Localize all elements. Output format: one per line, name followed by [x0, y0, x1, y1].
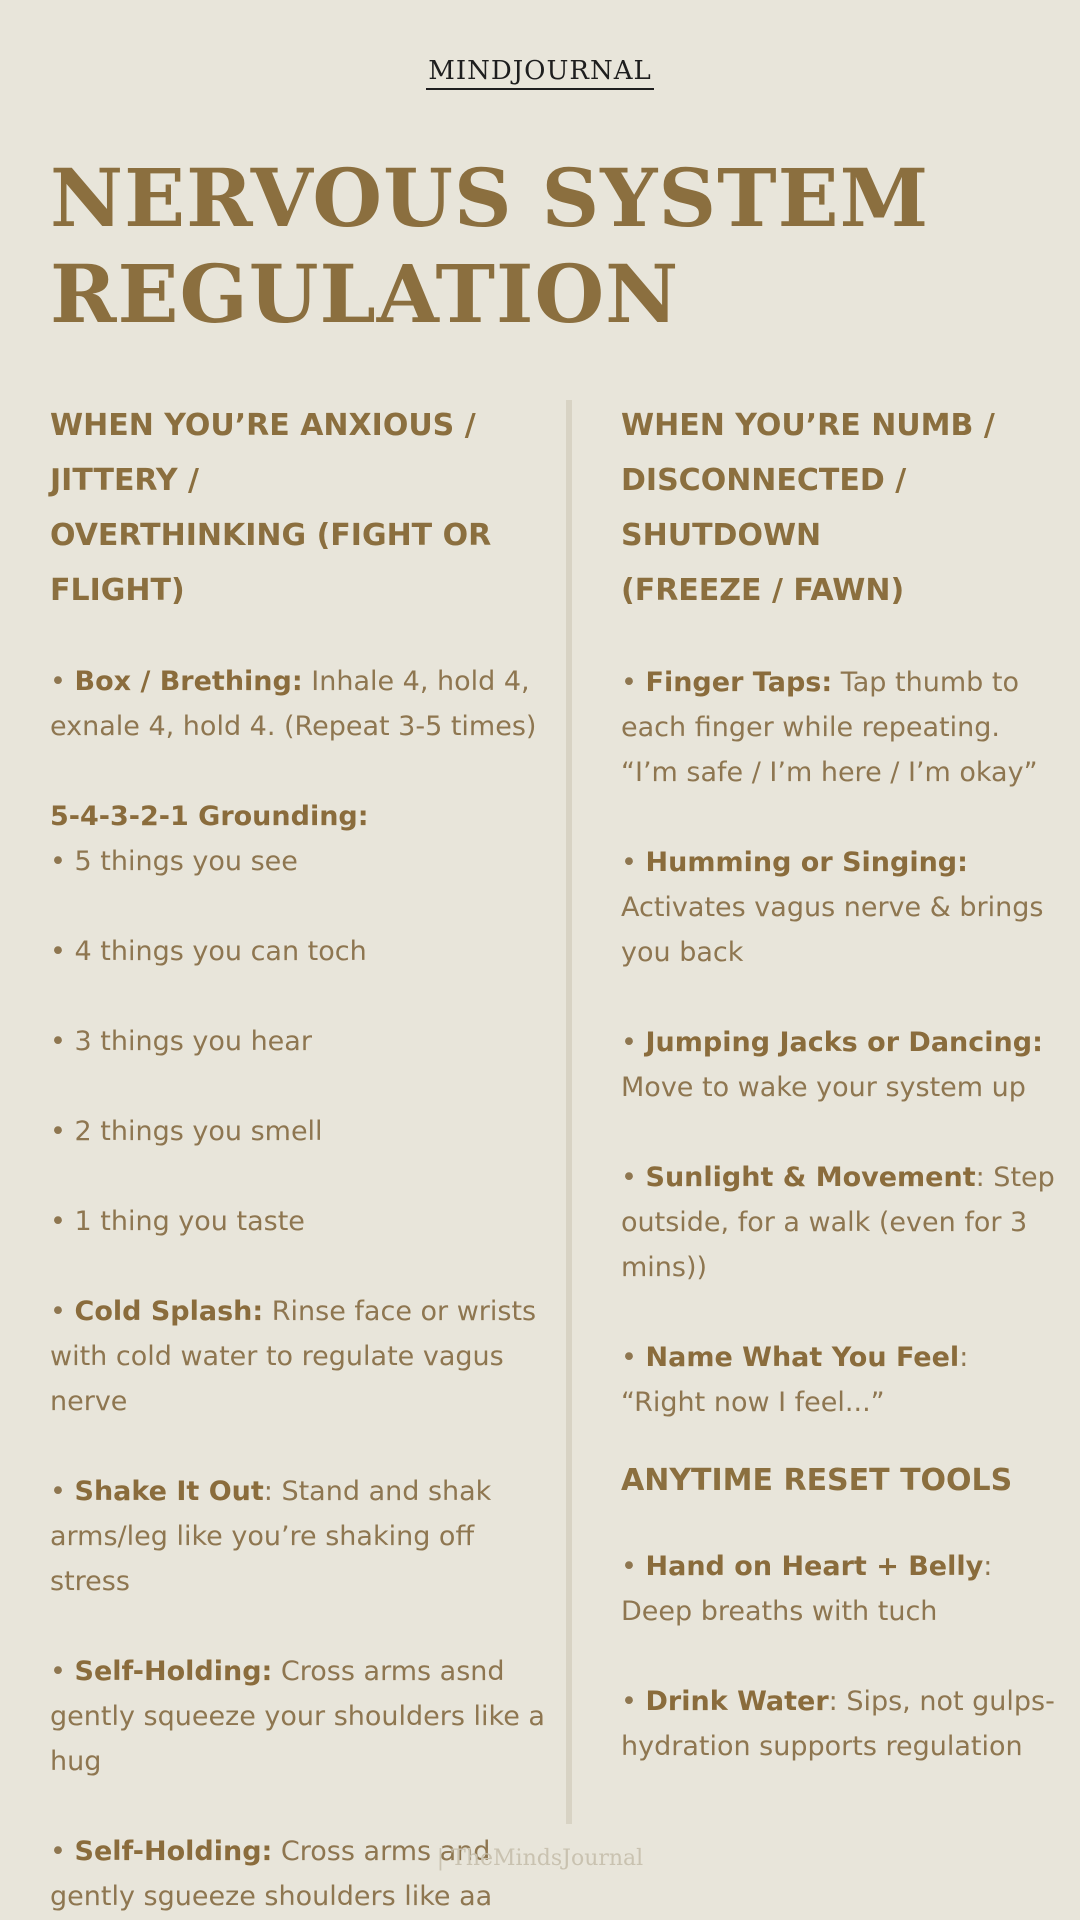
item-label: Hand on Heart + Belly: [645, 1551, 984, 1582]
right-heading-line-2: DISCONNECTED / SHUTDOWN: [621, 463, 907, 553]
right-heading-line-3: (FREEZE / FAWN): [621, 573, 905, 608]
grounding-item-3: • 3 things you hear: [50, 1026, 312, 1057]
right-column: [621, 398, 1061, 1769]
item-label: Name What You Feel: [645, 1342, 960, 1373]
finger-taps-item: • Finger Taps: Tap thumb to each finger while repeating. “I’m safe / I’m here / I’m okay”: [621, 667, 1038, 788]
item-text: : Deep breaths with tuch: [621, 1551, 993, 1627]
item-text: 2 things you smell: [74, 1116, 323, 1147]
sunlight-item: • Sunlight & Movement: Step outside, for a walk (even for 3 mins)): [621, 1162, 1055, 1283]
right-heading-line-1: WHEN YOU’RE NUMB /: [621, 408, 995, 443]
grounding-item-4: • 4 things you can toch: [50, 936, 367, 967]
cold-splash-item: • Cold Splash: Rinse face or wrists with cold water to regulate vagus nerve: [50, 1296, 537, 1417]
anytime-heading: ANYTIME RESET TOOLS: [621, 1463, 1013, 1498]
item-text: Rinse face or wrists with cold water to regulate vagus nerve: [50, 1296, 537, 1417]
box-breathing-item: • Box / Brething: Inhale 4, hold 4, exnale 4, hold 4. (Repeat 3-5 times): [50, 666, 537, 742]
footer-watermark: | TheMindsJournal: [436, 1846, 644, 1871]
item-text: 3 things you hear: [74, 1026, 312, 1057]
item-label: Finger Taps:: [645, 667, 833, 698]
humming-item: • Humming or Singing: Activates vagus nerve & brings you back: [621, 847, 1044, 968]
item-label: Self-Holding:: [74, 1836, 273, 1867]
item-label: Humming or Singing:: [645, 847, 968, 878]
brand-logo: [0, 56, 1080, 90]
item-text: Tap thumb to each finger while repeating. “I’m safe / I’m here / I’m okay”: [621, 667, 1038, 788]
item-text: : Stand and shak arms/leg like you’re shaking off stress: [50, 1476, 492, 1597]
drink-water-item: • Drink Water: Sips, not gulps-hydration supports regulation: [621, 1686, 1055, 1762]
item-label: Drink Water: [645, 1686, 829, 1717]
column-divider: [566, 400, 572, 1824]
item-text: : “Right now I feel...”: [621, 1342, 969, 1418]
grounding-item-1: • 1 thing you taste: [50, 1206, 305, 1237]
item-text: Inhale 4, hold 4, exnale 4, hold 4. (Repeat 3-5 times): [50, 666, 537, 742]
jumping-jacks-item: • Jumping Jacks or Dancing: Move to wake your system up: [621, 1027, 1043, 1103]
item-text: : Sips, not gulps-hydration supports regulation: [621, 1686, 1055, 1762]
item-text: Activates vagus nerve & brings you back: [621, 892, 1044, 968]
left-heading-line-1: WHEN YOU’RE ANXIOUS / JITTERY /: [50, 408, 476, 498]
title-line-1: NERVOUS SYSTEM: [50, 151, 930, 245]
item-text: 4 things you can toch: [74, 936, 367, 967]
shake-it-out-item: • Shake It Out: Stand and shak arms/leg like you’re shaking off stress: [50, 1476, 492, 1597]
hand-heart-item: • Hand on Heart + Belly: Deep breaths with tuch: [621, 1551, 993, 1627]
brand-logo-text: MINDJOURNAL: [426, 56, 654, 90]
item-label: Self-Holding:: [74, 1656, 273, 1687]
item-label: Cold Splash:: [74, 1296, 264, 1327]
page-title: [50, 150, 1030, 342]
name-feel-item: • Name What You Feel: “Right now I feel...”: [621, 1342, 969, 1418]
item-text: 1 thing you taste: [74, 1206, 305, 1237]
self-holding-item-2: • Self-Holding: Cross arms and gently sgueeze shoulders like aa: [50, 1836, 493, 1912]
grounding-title: 5-4-3-2-1 Grounding:: [50, 801, 369, 832]
item-label: Jumping Jacks or Dancing:: [645, 1027, 1043, 1058]
left-column: [50, 398, 550, 1919]
item-label: Shake It Out: [74, 1476, 264, 1507]
item-text: 5 things you see: [74, 846, 298, 877]
item-text: Move to wake your system up: [621, 1072, 1026, 1103]
item-label: Sunlight & Movement: [645, 1162, 976, 1193]
item-label: Box / Brething:: [74, 666, 303, 697]
self-holding-item-1: • Self-Holding: Cross arms asnd gently squeeze your shoulders like a hug: [50, 1656, 545, 1777]
right-heading: [621, 398, 1061, 618]
title-line-2: REGULATION: [50, 247, 680, 341]
item-text: : Step outside, for a walk (even for 3 mins)): [621, 1162, 1055, 1283]
left-heading: [50, 398, 550, 618]
item-text: Cross arms and gently sgueeze shoulders like aa: [50, 1836, 493, 1912]
left-heading-line-2: OVERTHINKING (FIGHT OR FLIGHT): [50, 518, 492, 608]
grounding-item-2: • 2 things you smell: [50, 1116, 323, 1147]
item-text: Cross arms asnd gently squeeze your shoulders like a hug: [50, 1656, 545, 1777]
grounding-item-5: • 5 things you see: [50, 846, 298, 877]
